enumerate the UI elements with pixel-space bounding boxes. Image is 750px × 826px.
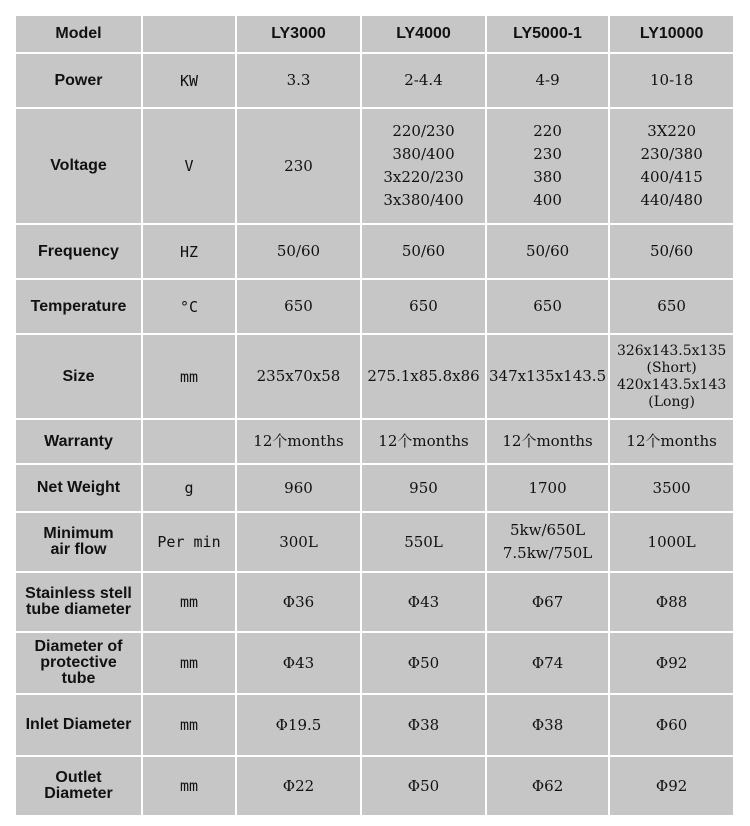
value-cell: 2-4.4	[361, 53, 486, 108]
header-ly3000: LY3000	[236, 15, 361, 53]
unit-cell: mm	[142, 632, 236, 694]
value-cell: 12个months	[609, 419, 734, 464]
row-label: Diameter of protective tube	[15, 632, 142, 694]
value-cell: 3500	[609, 464, 734, 512]
value-cell: 650	[486, 279, 609, 334]
header-ly4000: LY4000	[361, 15, 486, 53]
unit-cell: KW	[142, 53, 236, 108]
row-label: Power	[15, 53, 142, 108]
value-cell: Φ43	[236, 632, 361, 694]
value-cell: Φ19.5	[236, 694, 361, 756]
value-cell: Φ22	[236, 756, 361, 816]
spec-row	[15, 108, 734, 224]
value-cell: 1000L	[609, 512, 734, 572]
row-label: Inlet Diameter	[15, 694, 142, 756]
value-cell: 50/60	[609, 224, 734, 279]
spec-row	[15, 419, 734, 464]
value-cell: Φ92	[609, 756, 734, 816]
value-cell: 12个months	[236, 419, 361, 464]
value-cell: 50/60	[236, 224, 361, 279]
value-cell: 220/230 380/400 3x220/230 3x380/400	[361, 108, 486, 224]
value-cell: 230	[236, 108, 361, 224]
header-row	[15, 15, 734, 53]
value-cell: Φ74	[486, 632, 609, 694]
row-label: Net Weight	[15, 464, 142, 512]
value-cell: Φ38	[486, 694, 609, 756]
unit-cell	[142, 419, 236, 464]
spec-table	[14, 14, 735, 817]
unit-cell: HZ	[142, 224, 236, 279]
value-cell: 4-9	[486, 53, 609, 108]
spec-row	[15, 694, 734, 756]
value-cell: 275.1x85.8x86	[361, 334, 486, 419]
value-cell: 347x135x143.5	[486, 334, 609, 419]
unit-cell: mm	[142, 334, 236, 419]
value-cell: 550L	[361, 512, 486, 572]
unit-cell: V	[142, 108, 236, 224]
value-cell: 50/60	[486, 224, 609, 279]
value-cell: Φ50	[361, 632, 486, 694]
row-label: Size	[15, 334, 142, 419]
spec-row	[15, 512, 734, 572]
value-cell: Φ92	[609, 632, 734, 694]
unit-cell: mm	[142, 572, 236, 632]
value-cell: 960	[236, 464, 361, 512]
value-cell: Φ67	[486, 572, 609, 632]
value-cell: 950	[361, 464, 486, 512]
spec-row	[15, 279, 734, 334]
spec-row	[15, 464, 734, 512]
value-cell: Φ50	[361, 756, 486, 816]
unit-cell: mm	[142, 756, 236, 816]
value-cell: 650	[361, 279, 486, 334]
value-cell: Φ60	[609, 694, 734, 756]
unit-cell: °C	[142, 279, 236, 334]
value-cell: 50/60	[361, 224, 486, 279]
spec-row	[15, 756, 734, 816]
spec-row	[15, 224, 734, 279]
unit-cell: g	[142, 464, 236, 512]
value-cell: 3.3	[236, 53, 361, 108]
unit-cell: mm	[142, 694, 236, 756]
row-label: Temperature	[15, 279, 142, 334]
value-cell: 1700	[486, 464, 609, 512]
header-ly5000-1: LY5000-1	[486, 15, 609, 53]
header-ly10000: LY10000	[609, 15, 734, 53]
value-cell: 235x70x58	[236, 334, 361, 419]
row-label: Voltage	[15, 108, 142, 224]
value-cell: Φ38	[361, 694, 486, 756]
header-unit	[142, 15, 236, 53]
spec-row	[15, 334, 734, 419]
value-cell: 12个months	[361, 419, 486, 464]
value-cell: 220 230 380 400	[486, 108, 609, 224]
value-cell: 3X220 230/380 400/415 440/480	[609, 108, 734, 224]
value-cell: Φ36	[236, 572, 361, 632]
value-cell: 5kw/650L 7.5kw/750L	[486, 512, 609, 572]
unit-cell: Per min	[142, 512, 236, 572]
value-cell: 12个months	[486, 419, 609, 464]
spec-table-container	[14, 14, 735, 817]
row-label: Minimum air flow	[15, 512, 142, 572]
spec-row	[15, 632, 734, 694]
value-cell: Φ88	[609, 572, 734, 632]
spec-row	[15, 53, 734, 108]
value-cell: 10-18	[609, 53, 734, 108]
spec-row	[15, 572, 734, 632]
row-label: Warranty	[15, 419, 142, 464]
header-model: Model	[15, 15, 142, 53]
value-cell: 650	[236, 279, 361, 334]
spec-table-body	[15, 15, 734, 816]
value-cell: 326x143.5x135 (Short) 420x143.5x143 (Long)	[609, 334, 734, 419]
value-cell: 300L	[236, 512, 361, 572]
row-label: Stainless stell tube diameter	[15, 572, 142, 632]
value-cell: Φ62	[486, 756, 609, 816]
row-label: Frequency	[15, 224, 142, 279]
row-label: Outlet Diameter	[15, 756, 142, 816]
value-cell: Φ43	[361, 572, 486, 632]
value-cell: 650	[609, 279, 734, 334]
